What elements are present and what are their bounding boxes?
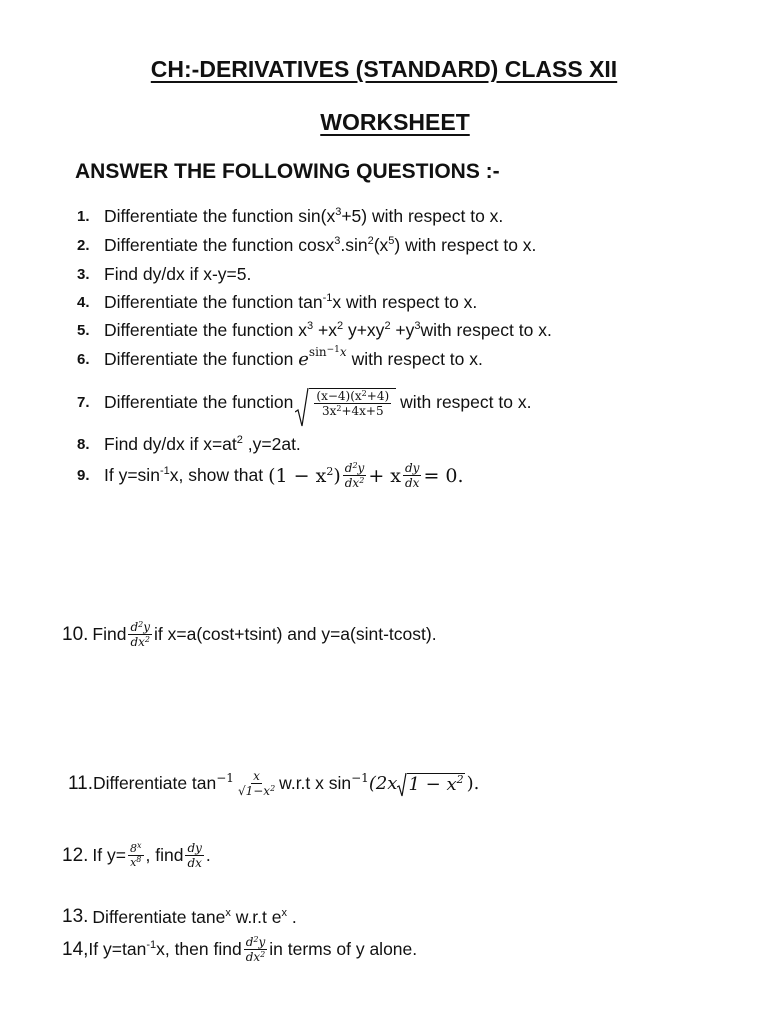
question-11 [68,770,479,797]
question-number: 11. [68,772,94,794]
question-text: Differentiate the function $e^{sin^{-1}x}$ with respect to x. [104,345,483,370]
question-number: 13. [62,906,89,927]
question-text: If y=tan -1 x, then find $\frac{d^2y}{dx^2}$ in terms of y alone. [88,935,418,964]
question-number: 9. [77,467,90,484]
question-text: If y=sin -1 x, show that $(1 - x^2)$ $\frac{d^2y}{dx^2}$ + x $\frac{dy}{dx}$ = 0. [104,461,464,490]
question-1 [77,206,503,227]
question-number: 4. [77,294,90,311]
sqrt-expression: $1 - x^2$ [397,773,464,795]
instruction-heading: ANSWER THE FOLLOWING QUESTIONS :- [75,160,500,183]
sqrt-expression: $\frac{(x-4)(x^2+4)}{3x^2+4x+5}$ [295,388,396,417]
question-text: Find dy/dx if $x=at^2$ ,y=2at. [104,434,301,454]
question-text: Differentiate the function $\frac{(x-4)(x^2+4)}{3x^2+4x+5}$ with respect to x. [104,388,531,417]
question-text: Differentiate tan −1 $\frac{x}{√1-x^2}$ w.r.t x sin −1 (2x $1 - x^2$ ). [93,769,480,798]
question-6 [77,345,483,370]
page-title: CH:-DERIVATIVES (STANDARD) CLASS XII [150,56,618,82]
question-10 [62,621,437,648]
question-number: 10. [62,623,89,645]
question-number: 12. [62,844,89,866]
question-3 [77,264,251,285]
question-number: 8. [77,436,90,453]
question-number: 5. [77,322,90,339]
question-text: Find dy/dx if x-y=5. [104,264,252,284]
question-14 [62,936,417,963]
question-text: Differentiate the function $x^3 +x^2$ $y+xy^2$ $+y^3with$ respect to x. [104,320,552,340]
question-13 [62,906,297,928]
question-7 [77,388,531,417]
question-8 [77,434,301,455]
question-number: 14, [62,938,89,960]
question-text: Differentiate tane$^x$ w.r.t $e^x$ . [92,906,297,927]
worksheet-heading: WORKSHEET [320,109,470,135]
question-text: Differentiate the function $\cos x^3.\sin^2(x^5)$ with respect to x. [104,235,537,255]
question-2 [77,235,536,256]
question-number: 6. [77,351,90,368]
question-9 [77,462,464,489]
question-12 [62,842,211,869]
question-number: 3. [77,266,90,283]
question-number: 7. [77,394,90,411]
question-4 [77,292,477,313]
question-text: Find $\frac{d^2y}{dx^2}$ if x=a(cost+tsint) and y=a(sint-tcost). [92,620,437,649]
question-text: If y= $\frac{8^x}{x^8}$ , find $\frac{dy}{dx}$ . [92,841,211,870]
question-number: 2. [77,237,90,254]
question-number: 1. [77,208,90,225]
question-text: Differentiate the function $\sin(x^3+5)$ with respect to x. [104,206,504,226]
question-5 [77,320,552,341]
question-text: Differentiate the function $\tan^{-1}x$ with respect to x. [104,292,478,312]
